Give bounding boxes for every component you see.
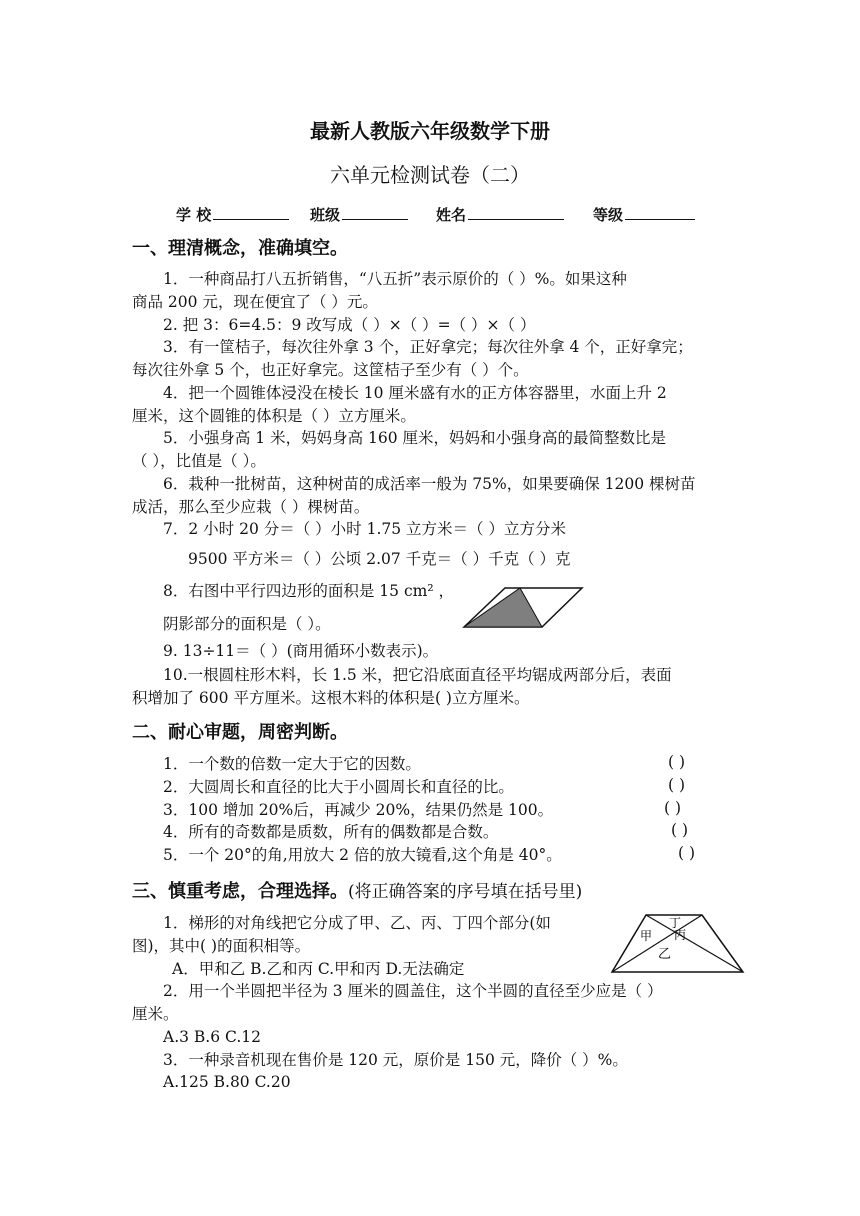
grade-field: 等级 [593,203,695,225]
label-bing: 丙 [674,928,687,942]
q1-line2: 商品 200 元，现在便宜了（ ）元。 [132,293,378,311]
trapezoid-diagonal-2 [612,915,702,972]
q9-line: 9. 13÷11＝（ ）(商用循环小数表示)。 [163,642,439,660]
judge-item-1: 1．一个数的倍数一定大于它的因数。 [163,755,421,773]
trapezoid-diagonal-1 [646,915,743,972]
q10-line1: 10.一根圆柱形木料，长 1.5 米，把它沿底面直径平均锯成两部分后，表面 [163,666,672,684]
section2-heading: 二、耐心审题，周密判断。 [132,722,348,743]
choice-q2-options: A.3 B.6 C.12 [163,1028,261,1046]
judge-item-3: 3．100 增加 20%后，再减少 20%，结果仍然是 100。 [163,801,554,819]
name-blank[interactable] [468,203,564,220]
label-yi: 乙 [658,947,672,962]
judge-bracket-3[interactable]: ( ) [664,799,682,817]
judge-item-2: 2．大圆周长和直径的比大于小圆周长和直径的比。 [163,778,514,796]
q7-line1: 7．2 小时 20 分＝（ ）小时 1.75 立方米＝（ ）立方分米 [163,520,566,538]
parallelogram-figure [462,586,584,630]
q1-line1: 1．一种商品打八五折销售，“八五折”表示原价的（ ）%。如果这种 [163,270,627,288]
judge-bracket-4[interactable]: ( ) [671,821,689,839]
choice-q2-line2: 厘米。 [132,1005,179,1023]
section3-heading: 三、慎重考虑，合理选择。(将正确答案的序号填在括号里) [132,881,583,902]
exam-title: 最新人教版六年级数学下册 [310,119,550,143]
q3-line1: 3．有一筐桔子，每次往外拿 3 个，正好拿完；每次往外拿 4 个，正好拿完； [163,338,693,356]
school-field: 学 校 [176,203,289,225]
class-blank[interactable] [342,203,408,220]
label-ding: 丁 [669,916,682,930]
judge-bracket-2[interactable]: ( ) [668,776,686,794]
name-field: 姓名 [436,203,564,225]
choice-q1-options: A．甲和乙 B.乙和丙 C.甲和丙 D.无法确定 [172,960,465,978]
grade-blank[interactable] [625,203,695,220]
q5-line1: 5．小强身高 1 米，妈妈身高 160 厘米，妈妈和小强身高的最简整数比是 [163,429,667,447]
trapezoid-figure [610,910,746,974]
q6-line1: 6．栽种一批树苗，这种树苗的成活率一般为 75%，如果要确保 1200 棵树苗 [163,475,696,493]
school-blank[interactable] [213,203,289,220]
choice-q1-line1: 1．梯形的对角线把它分成了甲、乙、丙、丁四个部分(如 [163,914,551,932]
choice-q3-options: A.125 B.80 C.20 [163,1073,291,1091]
label-jia: 甲 [640,929,653,943]
judge-item-4: 4．所有的奇数都是质数，所有的偶数都是合数。 [163,823,499,841]
q6-line2: 成活，那么至少应栽（ ）棵树苗。 [132,498,370,516]
q8-line2: 阴影部分的面积是（ ）。 [163,615,331,633]
q7-line2: 9500 平方米＝（ ）公顷 2.07 千克＝（ ）千克（ ）克 [188,550,571,568]
q3-line2: 每次往外拿 5 个，也正好拿完。这筐桔子至少有（ ）个。 [132,361,529,379]
q10-line2: 积增加了 600 平方厘米。这根木料的体积是( )立方厘米。 [132,689,530,707]
judge-item-5: 5．一个 20°的角,用放大 2 倍的放大镜看,这个角是 40°。 [163,846,562,864]
choice-q2-line1: 2．用一个半圆把半径为 3 厘米的圆盖住，这个半圆的直径至少应是（ ） [163,982,663,1000]
section1-heading: 一、理清概念，准确填空。 [132,238,348,259]
class-field: 班级 [310,203,408,225]
choice-q1-line2: 图)，其中( )的面积相等。 [132,937,311,955]
q8-line1: 8．右图中平行四边形的面积是 15 cm² ， [163,582,454,600]
q4-line2: 厘米，这个圆锥的体积是（ ）立方厘米。 [132,407,416,425]
choice-q3-line1: 3．一种录音机现在售价是 120 元，原价是 150 元，降价（ ）%。 [163,1051,628,1069]
judge-bracket-5[interactable]: ( ) [678,844,696,862]
q4-line1: 4．把一个圆锥体浸没在棱长 10 厘米盛有水的正方体容器里，水面上升 2 [163,384,667,402]
q5-line2: （ ），比值是（ ）。 [132,452,266,470]
q2-line: 2. 把 3：6=4.5：9 改写成（ ）×（ ）=（ ）×（ ） [163,316,536,334]
judge-bracket-1[interactable]: ( ) [668,753,686,771]
section3-note: (将正确答案的序号填在括号里) [348,882,583,902]
exam-subtitle: 六单元检测试卷（二） [330,163,530,187]
